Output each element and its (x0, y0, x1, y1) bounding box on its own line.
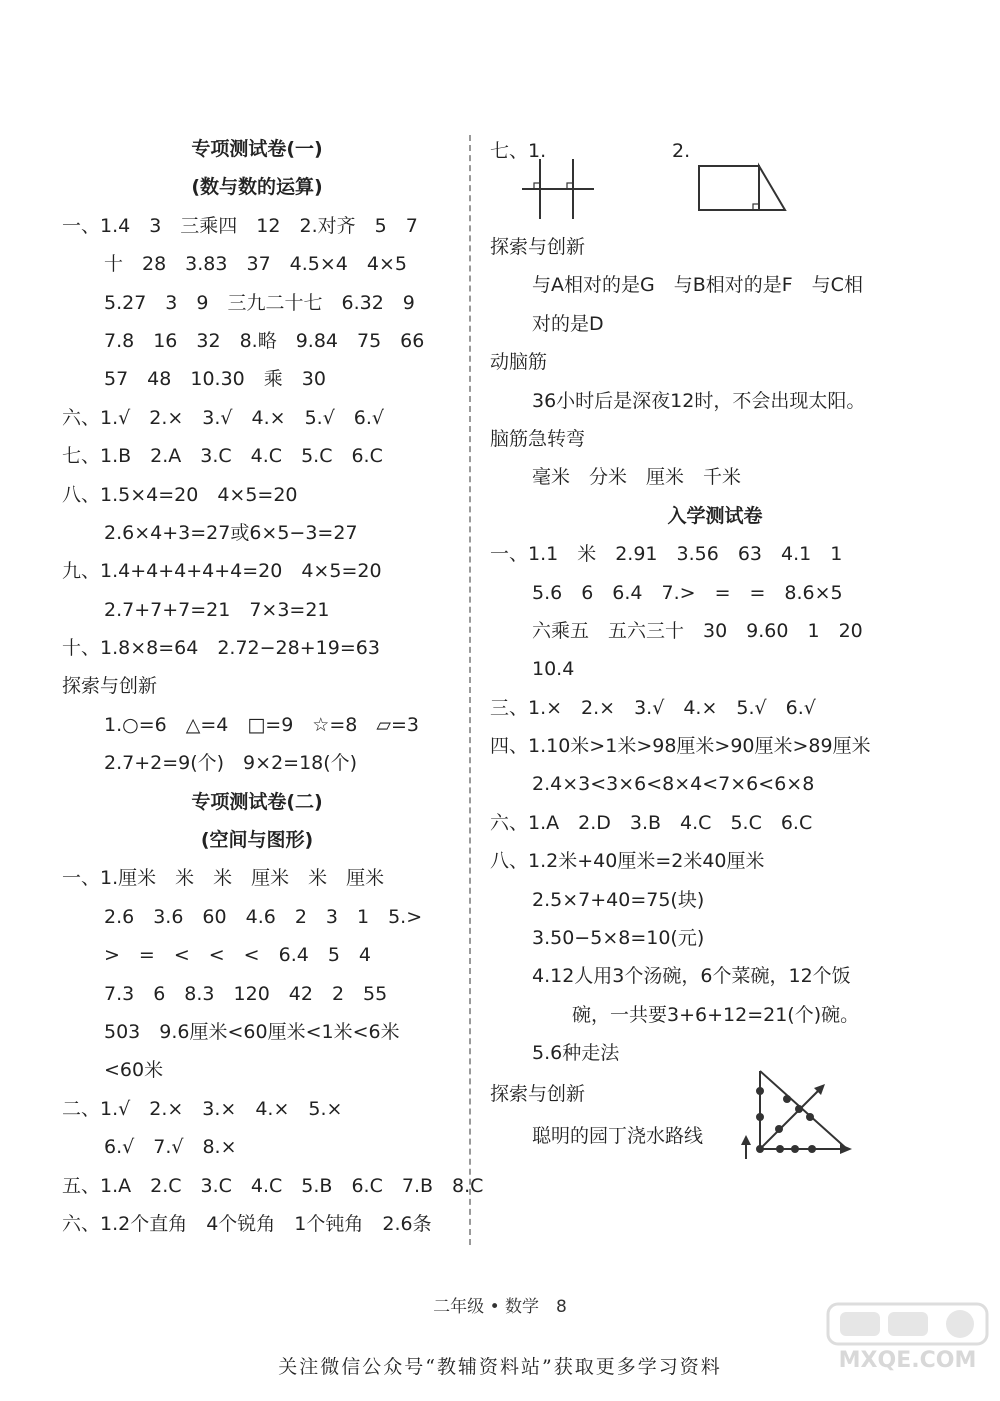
q7-label-1: 七、1. (490, 140, 547, 162)
answer-line: 二、1.√ 2.× 3.× 4.× 5.× (62, 1097, 343, 1120)
answer-line: 六、1.A 2.D 3.B 4.C 5.C 6.C (490, 811, 813, 834)
answer-line: 36小时后是深夜12时，不会出现太阳。 (532, 389, 866, 412)
answer-line: 10.4 (532, 658, 575, 681)
gardener-section (490, 1073, 940, 1165)
section-heading: 专项测试卷(一) (191, 138, 323, 160)
answer-line: 7.3 6 8.3 120 42 2 55 (104, 982, 388, 1005)
answer-line: 八、1.5×4=20 4×5=20 (62, 483, 298, 506)
answer-line: 探索与创新 (62, 675, 158, 698)
explore-heading-2: 探索与创新 (490, 1082, 586, 1105)
answer-line: 57 48 10.30 乘 30 (104, 368, 326, 391)
answer-line: 5.27 3 9 三九二十七 6.32 9 (104, 291, 415, 314)
gardener-route-label: 聪明的园丁浇水路线 (532, 1124, 704, 1147)
answer-line: 1.○=6 △=4 □=9 ☆=8 ▱=3 (104, 713, 419, 736)
promo-line: 关注微信公众号“教辅资料站”获取更多学习资料 (278, 1356, 722, 1378)
answer-line: 对的是D (532, 312, 604, 335)
answer-line: 九、1.4+4+4+4+4=20 4×5=20 (62, 560, 382, 583)
answer-line: 一、1.厘米 米 米 厘米 米 厘米 (62, 867, 385, 890)
answer-line: 探索与创新 (490, 236, 586, 258)
answer-line: 八、1.2米+40厘米=2米40厘米 (490, 850, 765, 873)
answer-line: 6.√ 7.√ 8.× (104, 1136, 237, 1159)
trapezoid-figure (695, 158, 805, 218)
answer-line: 十 28 3.83 37 4.5×4 4×5 (104, 253, 407, 276)
answer-line: 2.6 3.6 60 4.6 2 3 1 5.> (104, 905, 423, 928)
answer-line: 碗，一共要3+6+12=21(个)碗。 (572, 1003, 860, 1026)
section-heading: (数与数的运算) (191, 176, 323, 199)
answer-line: <60米 (104, 1059, 164, 1082)
answer-line: 与A相对的是G 与B相对的是F 与C相 (532, 274, 863, 297)
page-footer: 二年级 • 数学 8 (433, 1297, 567, 1317)
answer-line: 三、1.× 2.× 3.√ 4.× 5.√ 6.√ (490, 696, 816, 719)
answer-line: 503 9.6厘米<60厘米<1米<6米 (104, 1020, 400, 1043)
answer-line: 五、1.A 2.C 3.C 4.C 5.B 6.C 7.B 8.C (62, 1174, 484, 1197)
answer-line: 5.6 6 6.4 7.> = = 8.6×5 (532, 581, 843, 604)
answer-line: 四、1.10米>1米>98厘米>90厘米>89厘米 (490, 735, 871, 758)
answer-line: 毫米 分米 厘米 千米 (532, 466, 742, 489)
answer-line: 动脑筋 (490, 351, 548, 374)
answer-line: 一、1.1 米 2.91 3.56 63 4.1 1 (490, 543, 843, 566)
right-column (490, 130, 940, 1165)
answer-line: 七、1.B 2.A 3.C 4.C 5.C 6.C (62, 445, 383, 468)
answer-line: 5.6种走法 (532, 1042, 620, 1065)
answer-line: 一、1.4 3 三乘四 12 2.对齐 5 7 (62, 214, 418, 237)
answer-line: 7.8 16 32 8.略 9.84 75 66 (104, 329, 425, 352)
answer-line: 2.5×7+40=75(块) (532, 888, 705, 911)
section-heading: (空间与图形) (200, 829, 314, 852)
answer-line: 2.4×3<3×6<8×4<7×6<6×8 (532, 773, 815, 796)
q7-figures (490, 130, 940, 228)
section-heading: 专项测试卷(二) (191, 790, 323, 813)
watermark-text: MXQE.COM (838, 1348, 977, 1373)
answer-line: 脑筋急转弯 (490, 427, 586, 450)
answer-line: 六乘五 五六三十 30 9.60 1 20 (532, 619, 863, 642)
watermark-icon (820, 1300, 995, 1350)
perpendicular-lines-figure (518, 154, 628, 224)
right-lines (490, 228, 940, 1073)
q7-label-2: 2. (672, 140, 691, 162)
section-heading: 入学测试卷 (667, 504, 763, 527)
answer-line: 十、1.8×8=64 2.72−28+19=63 (62, 637, 380, 660)
answer-line: 六、1.2个直角 4个锐角 1个钝角 2.6条 (62, 1212, 432, 1235)
answer-line: 2.7+7+7=21 7×3=21 (104, 598, 330, 621)
left-column (62, 130, 484, 1243)
answer-line: > = < < < 6.4 5 4 (104, 944, 371, 967)
answer-line: 六、1.√ 2.× 3.√ 4.× 5.√ 6.√ (62, 406, 385, 429)
answer-line: 4.12人用3个汤碗，6个菜碗，12个饭 (532, 965, 851, 988)
answer-line: 2.7+2=9(个) 9×2=18(个) (104, 752, 358, 775)
answer-line: 3.50−5×8=10(元) (532, 927, 705, 950)
column-divider (469, 135, 471, 1245)
watering-route-figure (735, 1061, 865, 1171)
answer-line: 2.6×4+3=27或6×5−3=27 (104, 521, 358, 544)
